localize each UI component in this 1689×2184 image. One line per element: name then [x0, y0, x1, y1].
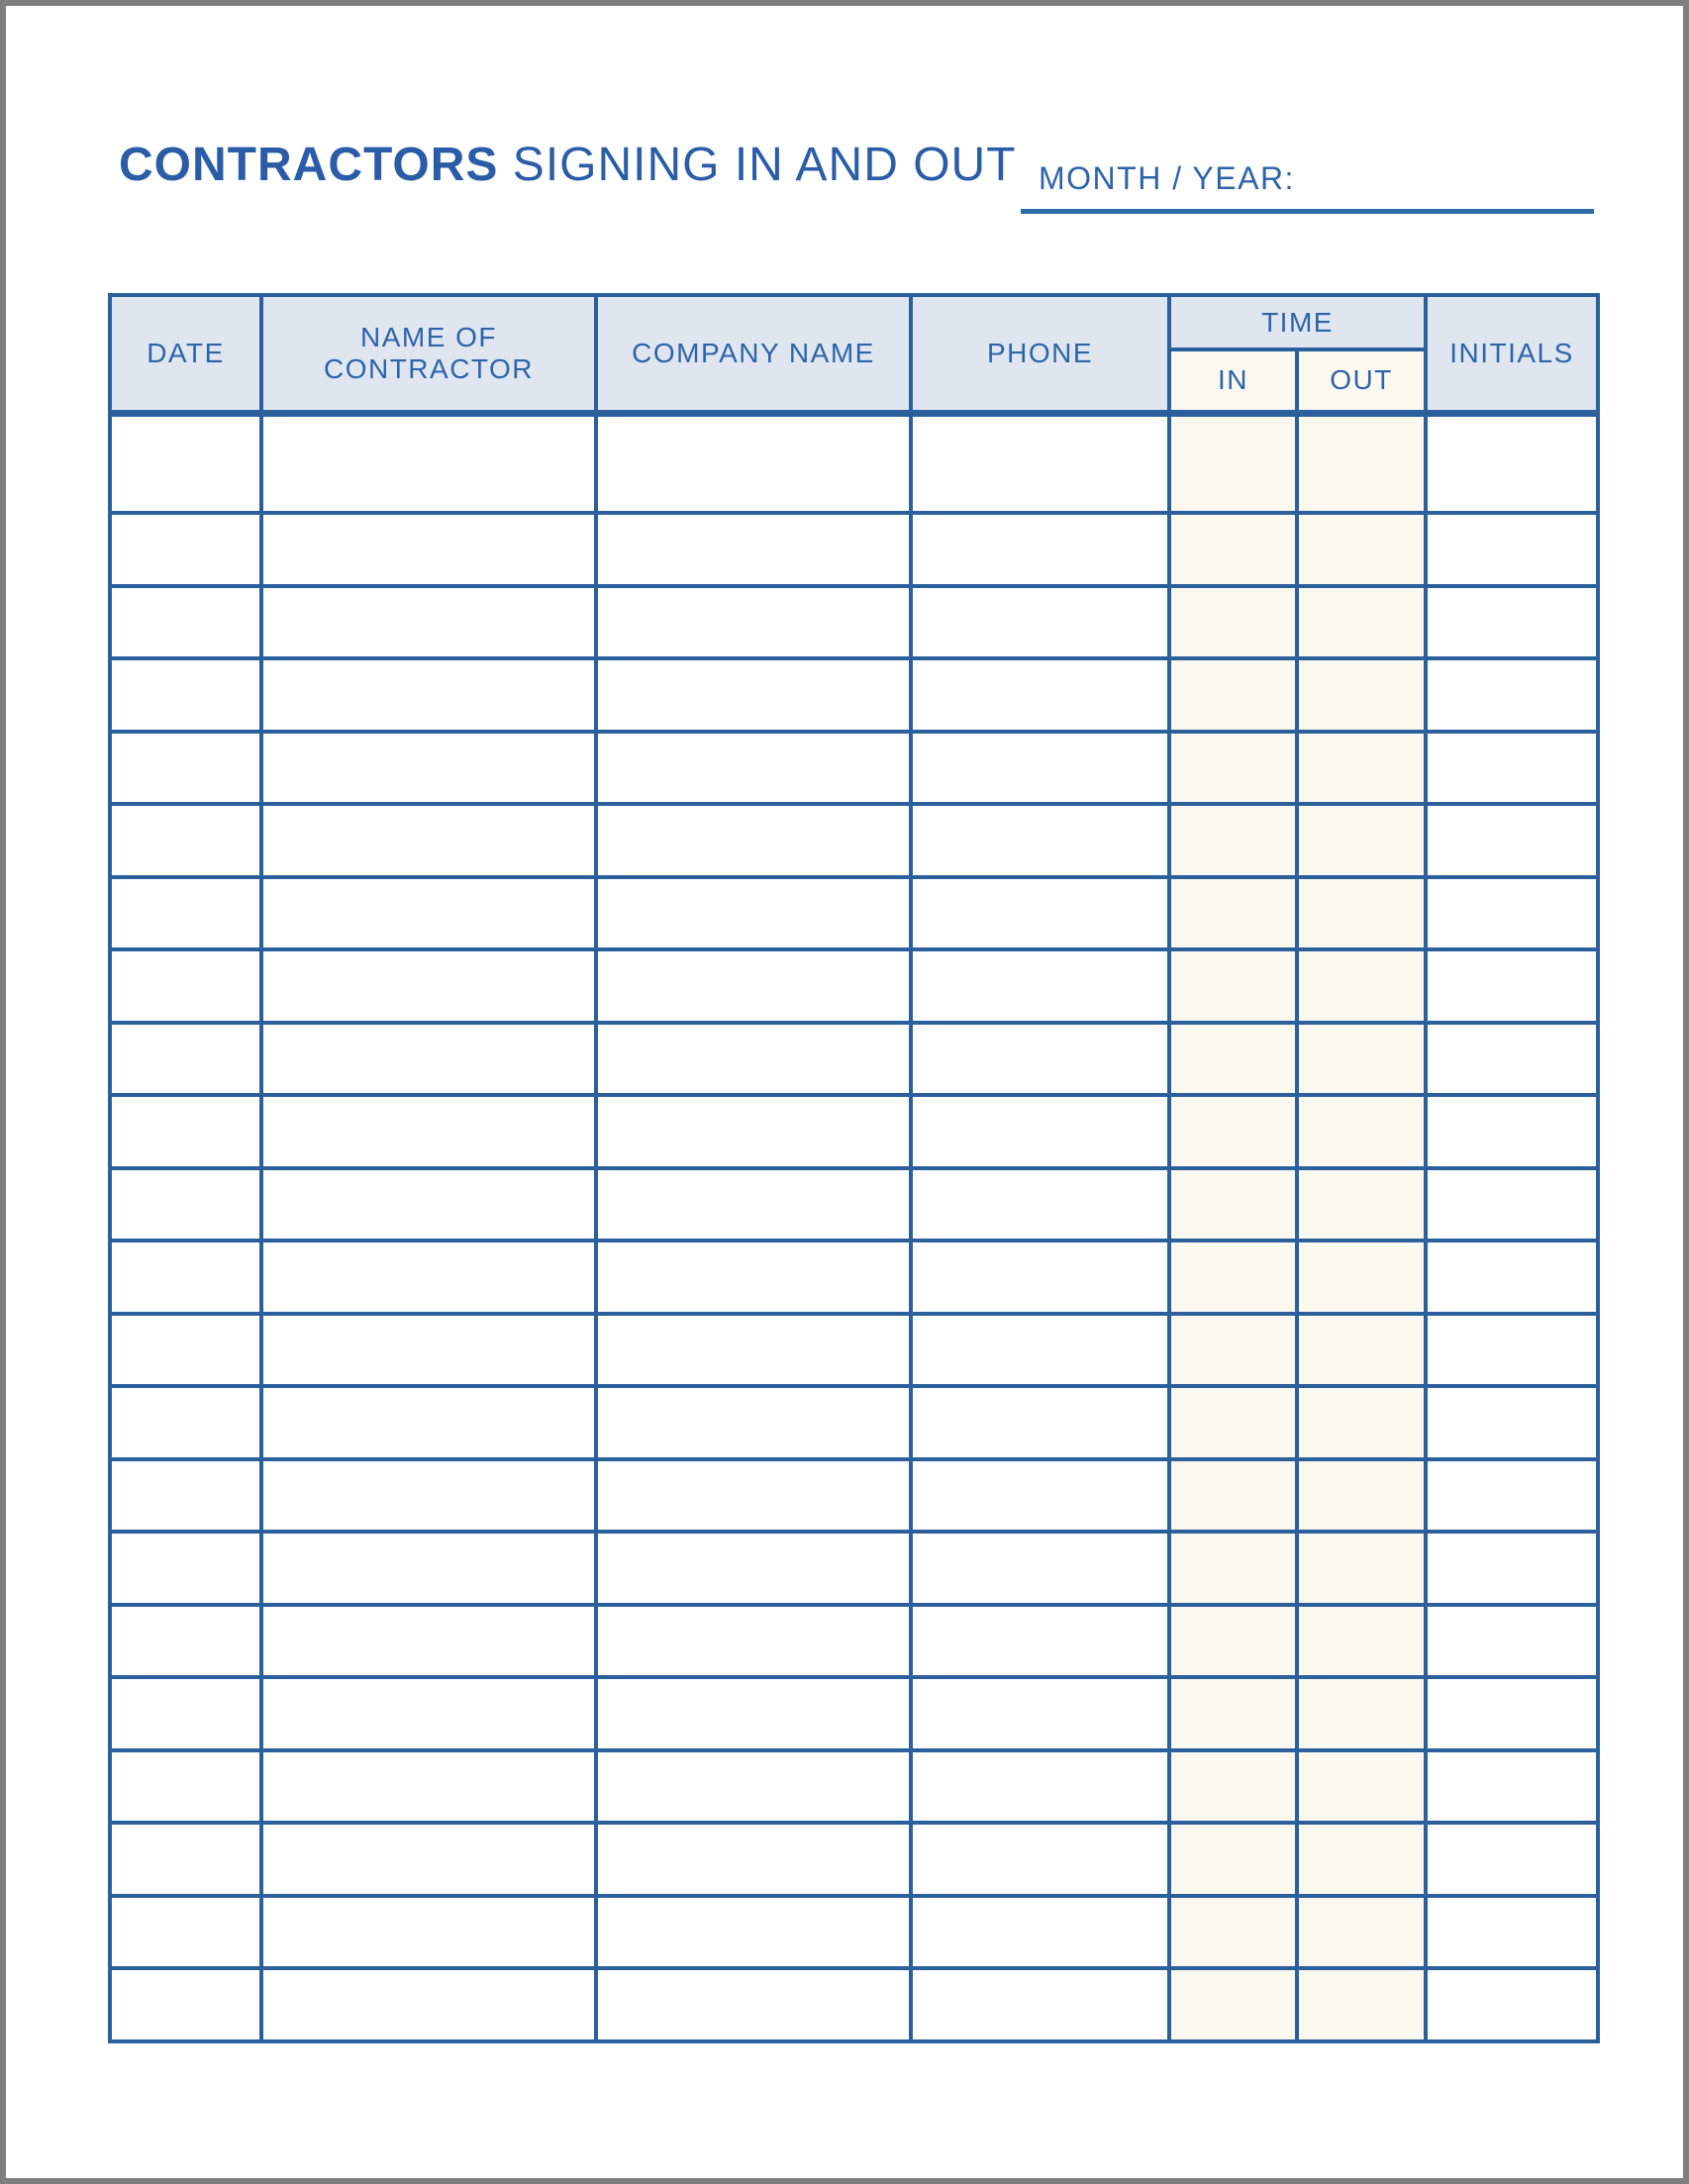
cell-in[interactable]	[1169, 1023, 1297, 1096]
cell-company[interactable]	[596, 1677, 911, 1750]
cell-phone[interactable]	[911, 586, 1169, 659]
cell-out[interactable]	[1297, 804, 1426, 877]
table-row	[110, 658, 1598, 732]
cell-phone[interactable]	[911, 1823, 1169, 1896]
cell-in[interactable]	[1169, 1168, 1297, 1241]
cell-in[interactable]	[1169, 1314, 1297, 1387]
cell-name[interactable]	[261, 513, 596, 586]
cell-out[interactable]	[1297, 877, 1426, 950]
cell-name[interactable]	[261, 1750, 596, 1824]
cell-phone[interactable]	[911, 658, 1169, 732]
cell-company[interactable]	[596, 949, 911, 1023]
cell-initials[interactable]	[1426, 1968, 1598, 2041]
cell-company[interactable]	[596, 1168, 911, 1241]
cell-date[interactable]	[110, 732, 261, 805]
signin-table	[108, 293, 1600, 2043]
cell-date[interactable]	[110, 1314, 261, 1387]
cell-out[interactable]	[1297, 1677, 1426, 1750]
cell-in[interactable]	[1169, 1241, 1297, 1314]
month-year-label: MONTH / YEAR:	[1039, 160, 1295, 196]
cell-in[interactable]	[1169, 1677, 1297, 1750]
cell-date[interactable]	[110, 1750, 261, 1824]
page-title	[119, 139, 1017, 192]
cell-phone[interactable]	[911, 804, 1169, 877]
table-row	[110, 1095, 1598, 1168]
cell-initials[interactable]	[1426, 1023, 1598, 1096]
cell-date[interactable]	[110, 1896, 261, 1969]
cell-in[interactable]	[1169, 949, 1297, 1023]
table-row	[110, 1532, 1598, 1605]
cell-phone[interactable]	[911, 1532, 1169, 1605]
cell-out[interactable]	[1297, 1605, 1426, 1678]
table-row	[110, 877, 1598, 950]
table-row	[110, 1896, 1598, 1969]
table-row	[110, 804, 1598, 877]
cell-phone[interactable]	[911, 1896, 1169, 1969]
cell-out[interactable]	[1297, 1386, 1426, 1459]
column-header-time-group: TIME	[1169, 295, 1426, 349]
column-header-time-in: IN	[1169, 349, 1297, 413]
table-row	[110, 1241, 1598, 1314]
cell-company[interactable]	[596, 1314, 911, 1387]
cell-company[interactable]	[596, 1823, 911, 1896]
cell-date[interactable]	[110, 413, 261, 513]
cell-initials[interactable]	[1426, 413, 1598, 513]
table-row	[110, 1605, 1598, 1678]
cell-in[interactable]	[1169, 804, 1297, 877]
cell-initials[interactable]	[1426, 1823, 1598, 1896]
cell-out[interactable]	[1297, 1168, 1426, 1241]
table-row	[110, 1750, 1598, 1824]
month-year-input-line[interactable]	[1021, 209, 1594, 214]
cell-name[interactable]	[261, 1677, 596, 1750]
cell-phone[interactable]	[911, 1314, 1169, 1387]
cell-company[interactable]	[596, 1023, 911, 1096]
cell-phone[interactable]	[911, 1605, 1169, 1678]
cell-in[interactable]	[1169, 586, 1297, 659]
table-row	[110, 1023, 1598, 1096]
cell-initials[interactable]	[1426, 1459, 1598, 1533]
column-header-name: NAME OF CONTRACTOR	[261, 295, 596, 413]
cell-company[interactable]	[596, 1459, 911, 1533]
cell-initials[interactable]	[1426, 1605, 1598, 1678]
column-header-date: DATE	[110, 295, 261, 413]
cell-company[interactable]	[596, 732, 911, 805]
cell-initials[interactable]	[1426, 658, 1598, 732]
cell-in[interactable]	[1169, 1386, 1297, 1459]
cell-date[interactable]	[110, 1605, 261, 1678]
cell-initials[interactable]	[1426, 1750, 1598, 1824]
cell-phone[interactable]	[911, 1459, 1169, 1533]
cell-company[interactable]	[596, 513, 911, 586]
table-row	[110, 1677, 1598, 1750]
cell-date[interactable]	[110, 1459, 261, 1533]
cell-in[interactable]	[1169, 1459, 1297, 1533]
cell-initials[interactable]	[1426, 513, 1598, 586]
cell-out[interactable]	[1297, 949, 1426, 1023]
cell-phone[interactable]	[911, 1677, 1169, 1750]
cell-in[interactable]	[1169, 1896, 1297, 1969]
cell-out[interactable]	[1297, 1532, 1426, 1605]
table-row	[110, 413, 1598, 513]
cell-out[interactable]	[1297, 1750, 1426, 1824]
cell-date[interactable]	[110, 513, 261, 586]
cell-date[interactable]	[110, 1241, 261, 1314]
cell-name[interactable]	[261, 804, 596, 877]
cell-initials[interactable]	[1426, 1896, 1598, 1969]
cell-name[interactable]	[261, 1023, 596, 1096]
cell-initials[interactable]	[1426, 1168, 1598, 1241]
cell-date[interactable]	[110, 1823, 261, 1896]
cell-date[interactable]	[110, 586, 261, 659]
cell-company[interactable]	[596, 1386, 911, 1459]
cell-name[interactable]	[261, 586, 596, 659]
cell-date[interactable]	[110, 1023, 261, 1096]
cell-out[interactable]	[1297, 1968, 1426, 2041]
signin-table-body	[110, 413, 1598, 2041]
cell-initials[interactable]	[1426, 1677, 1598, 1750]
cell-date[interactable]	[110, 1386, 261, 1459]
cell-company[interactable]	[596, 413, 911, 513]
cell-name[interactable]	[261, 877, 596, 950]
cell-phone[interactable]	[911, 1750, 1169, 1824]
cell-name[interactable]	[261, 1095, 596, 1168]
cell-phone[interactable]	[911, 732, 1169, 805]
cell-date[interactable]	[110, 877, 261, 950]
cell-initials[interactable]	[1426, 1386, 1598, 1459]
cell-in[interactable]	[1169, 658, 1297, 732]
cell-phone[interactable]	[911, 1168, 1169, 1241]
table-row	[110, 1823, 1598, 1896]
table-row	[110, 732, 1598, 805]
cell-in[interactable]	[1169, 1095, 1297, 1168]
cell-company[interactable]	[596, 1968, 911, 2041]
cell-out[interactable]	[1297, 1896, 1426, 1969]
cell-phone[interactable]	[911, 413, 1169, 513]
cell-date[interactable]	[110, 1677, 261, 1750]
cell-phone[interactable]	[911, 877, 1169, 950]
cell-initials[interactable]	[1426, 1314, 1598, 1387]
cell-initials[interactable]	[1426, 732, 1598, 805]
table-row	[110, 1168, 1598, 1241]
column-header-phone: PHONE	[911, 295, 1169, 413]
table-row	[110, 1968, 1598, 2041]
cell-date[interactable]	[110, 1968, 261, 2041]
cell-name[interactable]	[261, 1241, 596, 1314]
cell-phone[interactable]	[911, 1023, 1169, 1096]
cell-in[interactable]	[1169, 732, 1297, 805]
cell-in[interactable]	[1169, 1605, 1297, 1678]
cell-in[interactable]	[1169, 513, 1297, 586]
cell-date[interactable]	[110, 949, 261, 1023]
cell-company[interactable]	[596, 804, 911, 877]
cell-name[interactable]	[261, 413, 596, 513]
cell-out[interactable]	[1297, 732, 1426, 805]
table-row	[110, 1386, 1598, 1459]
cell-phone[interactable]	[911, 1095, 1169, 1168]
cell-initials[interactable]	[1426, 586, 1598, 659]
cell-phone[interactable]	[911, 1968, 1169, 2041]
cell-company[interactable]	[596, 1896, 911, 1969]
title-regular-text: SIGNING IN AND OUT	[512, 139, 1017, 191]
cell-out[interactable]	[1297, 1023, 1426, 1096]
table-row	[110, 1459, 1598, 1533]
cell-phone[interactable]	[911, 1386, 1169, 1459]
cell-in[interactable]	[1169, 1968, 1297, 2041]
cell-initials[interactable]	[1426, 1095, 1598, 1168]
cell-in[interactable]	[1169, 413, 1297, 513]
cell-name[interactable]	[261, 1168, 596, 1241]
table-row	[110, 586, 1598, 659]
cell-date[interactable]	[110, 804, 261, 877]
column-header-initials: INITIALS	[1426, 295, 1598, 413]
cell-name[interactable]	[261, 1968, 596, 2041]
table-header	[110, 295, 1598, 413]
cell-name[interactable]	[261, 732, 596, 805]
cell-out[interactable]	[1297, 1241, 1426, 1314]
cell-in[interactable]	[1169, 1750, 1297, 1824]
cell-out[interactable]	[1297, 1314, 1426, 1387]
cell-name[interactable]	[261, 1314, 596, 1387]
cell-date[interactable]	[110, 1095, 261, 1168]
cell-date[interactable]	[110, 1168, 261, 1241]
cell-initials[interactable]	[1426, 877, 1598, 950]
table-row	[110, 949, 1598, 1023]
cell-company[interactable]	[596, 1532, 911, 1605]
cell-company[interactable]	[596, 1095, 911, 1168]
cell-in[interactable]	[1169, 1532, 1297, 1605]
cell-in[interactable]	[1169, 1823, 1297, 1896]
cell-name[interactable]	[261, 949, 596, 1023]
cell-initials[interactable]	[1426, 1532, 1598, 1605]
cell-phone[interactable]	[911, 513, 1169, 586]
column-header-company: COMPANY NAME	[596, 295, 911, 413]
cell-name[interactable]	[261, 1459, 596, 1533]
title-bold-text: CONTRACTORS	[119, 139, 499, 191]
cell-company[interactable]	[596, 877, 911, 950]
cell-out[interactable]	[1297, 413, 1426, 513]
cell-name[interactable]	[261, 1823, 596, 1896]
cell-company[interactable]	[596, 658, 911, 732]
table-row	[110, 1314, 1598, 1387]
cell-company[interactable]	[596, 1605, 911, 1678]
cell-initials[interactable]	[1426, 804, 1598, 877]
cell-name[interactable]	[261, 658, 596, 732]
cell-name[interactable]	[261, 1532, 596, 1605]
cell-out[interactable]	[1297, 586, 1426, 659]
cell-initials[interactable]	[1426, 949, 1598, 1023]
cell-out[interactable]	[1297, 1095, 1426, 1168]
column-header-time-out: OUT	[1297, 349, 1426, 413]
cell-company[interactable]	[596, 1750, 911, 1824]
cell-date[interactable]	[110, 658, 261, 732]
cell-name[interactable]	[261, 1386, 596, 1459]
table-row	[110, 513, 1598, 586]
cell-date[interactable]	[110, 1532, 261, 1605]
cell-name[interactable]	[261, 1896, 596, 1969]
cell-out[interactable]	[1297, 1459, 1426, 1533]
cell-out[interactable]	[1297, 513, 1426, 586]
cell-initials[interactable]	[1426, 1241, 1598, 1314]
cell-name[interactable]	[261, 1605, 596, 1678]
cell-phone[interactable]	[911, 949, 1169, 1023]
cell-in[interactable]	[1169, 877, 1297, 950]
cell-company[interactable]	[596, 1241, 911, 1314]
cell-company[interactable]	[596, 586, 911, 659]
cell-phone[interactable]	[911, 1241, 1169, 1314]
cell-out[interactable]	[1297, 1823, 1426, 1896]
cell-out[interactable]	[1297, 658, 1426, 732]
